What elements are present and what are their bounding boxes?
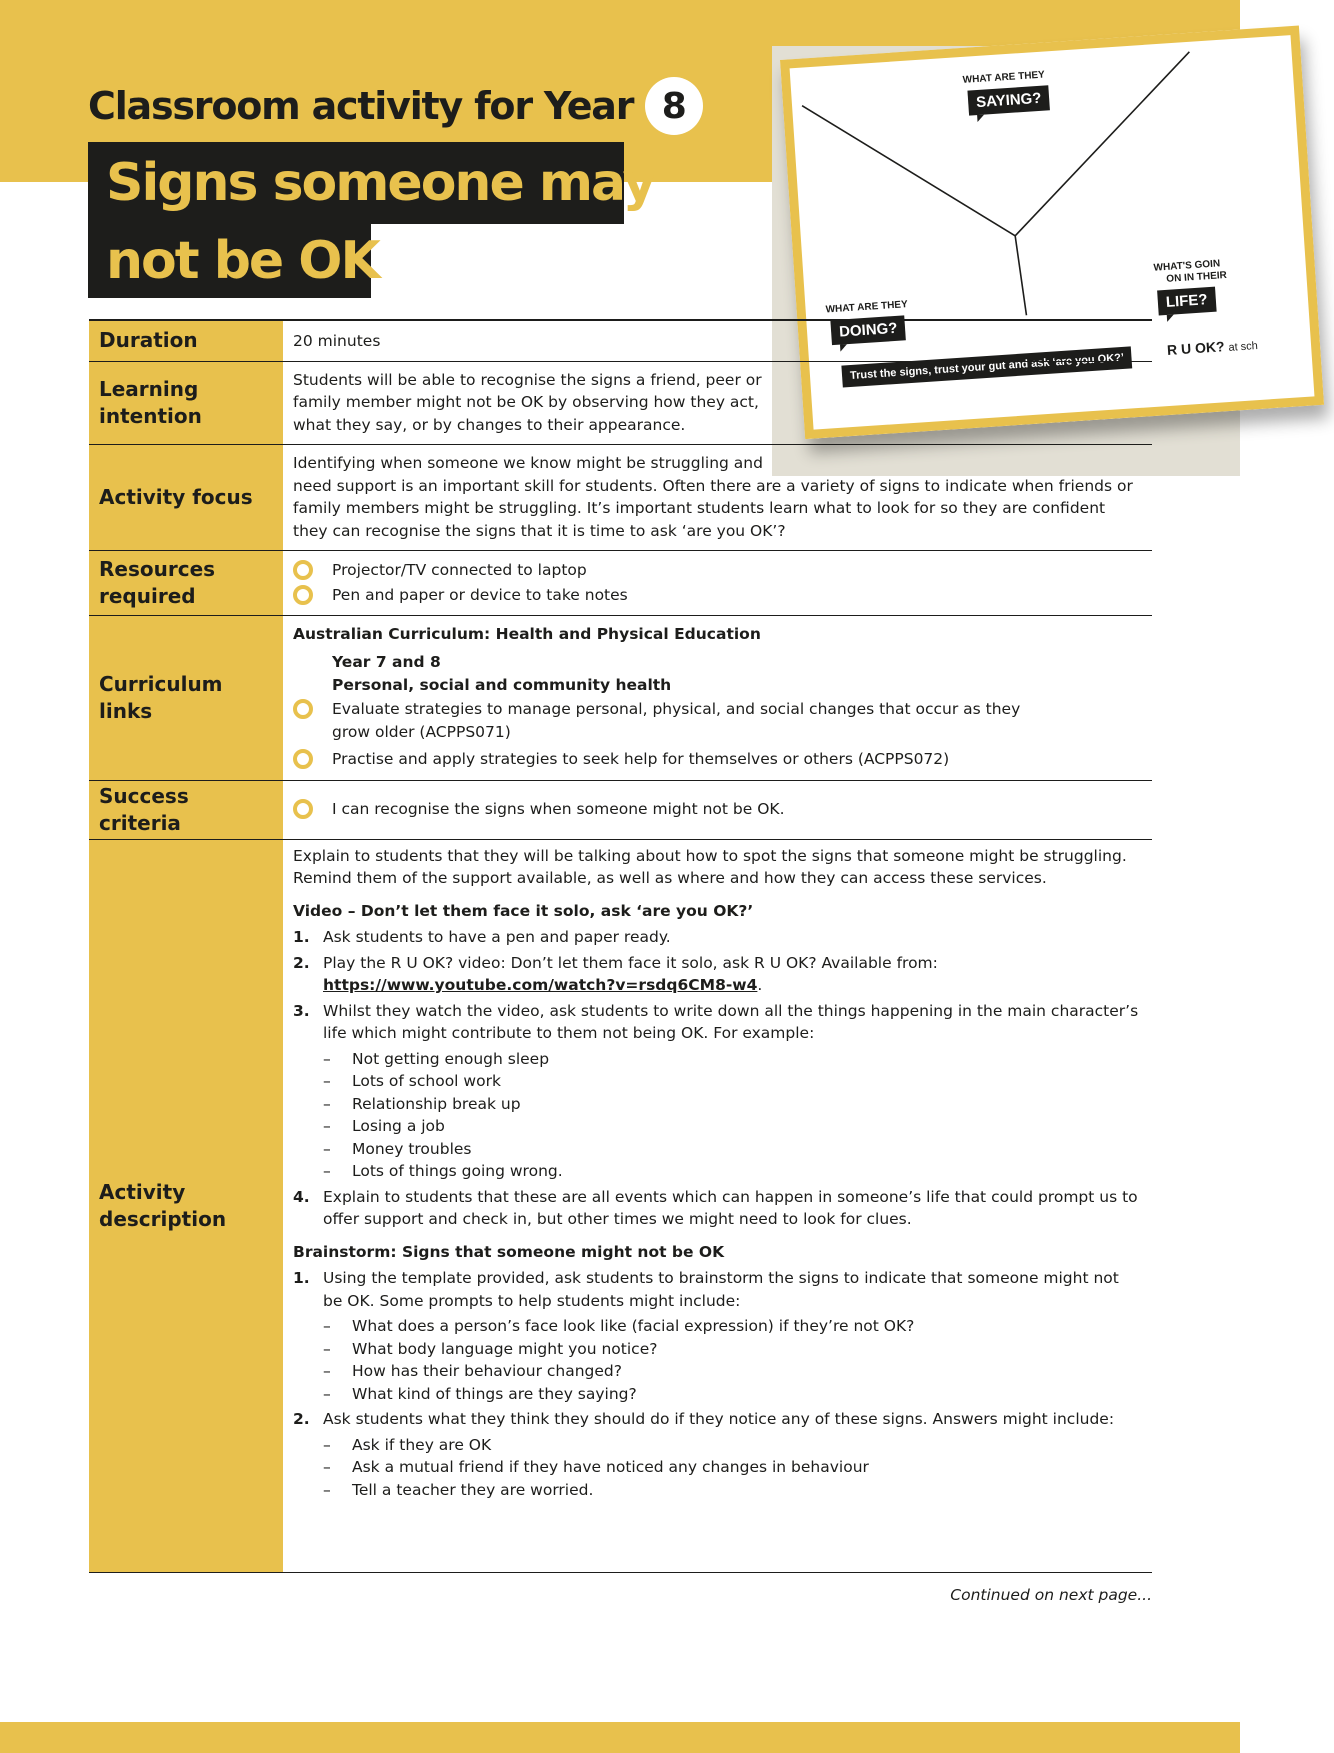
resources-label-1: Resources: [99, 556, 216, 581]
example-item: [293, 1070, 1142, 1093]
resources-label: [89, 550, 283, 615]
success-criteria-label: [89, 780, 283, 839]
prompt-item: [293, 1360, 1142, 1383]
ring-bullet-icon: [293, 749, 313, 769]
example-item: [293, 1093, 1142, 1116]
dash-mark: –: [323, 1117, 331, 1135]
prompt-item: [293, 1315, 1142, 1338]
step-text: Using the template provided, ask students to brainstorm the signs to indicate that someone might not be OK. Some prompts to help students might include:: [323, 1269, 1119, 1310]
row-learning-intention: [89, 361, 1152, 444]
video-step: [293, 926, 1142, 949]
video-link[interactable]: https://www.youtube.com/watch?v=rsdq6CM8-w4: [323, 976, 758, 994]
video-step: [293, 1000, 1142, 1045]
brainstorm-step: [293, 1408, 1142, 1431]
dash-mark: –: [323, 1072, 331, 1090]
kicker-text: Classroom activity for Year: [88, 84, 634, 128]
dash-mark: –: [323, 1458, 331, 1476]
learning-intention-label-1: Learning: [99, 376, 199, 401]
activity-focus-label: Activity focus: [89, 444, 283, 550]
dash-mark: –: [323, 1480, 331, 1499]
example-item-text: Losing a job: [352, 1117, 445, 1135]
success-item: [293, 798, 1142, 821]
activity-intro: Explain to students that they will be talking about how to spot the signs that someone might be struggling. Remind them of the support available, as well as where and how they can access these services.: [293, 846, 1127, 887]
thumbnail-banner: Trust the signs, trust your gut and ask ‘are you OK?’: [841, 346, 1132, 387]
answer-item-text: Ask if they are OK: [352, 1435, 492, 1454]
curriculum-item: [293, 748, 1142, 771]
example-item-text: Money troubles: [352, 1139, 472, 1158]
dash-mark: –: [323, 1049, 331, 1068]
saying-label: WHAT ARE THEY: [962, 69, 1046, 86]
example-item-text: Relationship break up: [352, 1094, 521, 1113]
resource-item: [293, 559, 1142, 582]
example-item-text: Not getting enough sleep: [352, 1049, 550, 1068]
activity-focus-value: [283, 444, 1152, 550]
row-activity-focus: [89, 444, 1152, 550]
prompt-item-text: How has their behaviour changed?: [352, 1362, 623, 1380]
dash-mark: –: [323, 1317, 331, 1335]
step-number: 3.: [293, 1001, 310, 1020]
answer-item: [293, 1434, 1142, 1457]
curriculum-value: [283, 615, 1152, 780]
row-curriculum: [89, 615, 1152, 780]
dash-mark: –: [323, 1162, 331, 1180]
success-criteria-label-1: Success: [99, 783, 189, 808]
activity-description-value: [283, 839, 1152, 1572]
dash-mark: –: [323, 1384, 331, 1403]
resources-label-2: required: [99, 583, 196, 608]
step-number: 4.: [293, 1187, 310, 1206]
dash-mark: –: [323, 1139, 331, 1158]
ring-bullet-icon: [293, 799, 313, 819]
example-item-text: Lots of things going wrong.: [352, 1162, 563, 1180]
video-step: [293, 952, 1142, 997]
activity-description-label: [89, 839, 283, 1572]
life-label-2: ON IN THEIR: [1166, 269, 1228, 285]
continued-note: Continued on next page...: [950, 1586, 1152, 1604]
answer-item-text: Tell a teacher they are worried.: [352, 1480, 594, 1499]
step-number: 1.: [293, 1269, 310, 1287]
row-duration: [89, 320, 1152, 361]
activity-description-label-1: Activity: [99, 1179, 186, 1204]
step-text: Play the R U OK? video: Don’t let them face it solo, ask R U OK? Available from:: [323, 953, 938, 972]
activity-focus-line-2: need support is an important skill for students. Often there are a variety of signs to indicate when friends or family members might be struggling. It’s important students learn what to look for so they are confident they can recognise the signs that it is time to ask ‘are you OK’?: [293, 476, 1133, 540]
resource-item-text: Pen and paper or device to take notes: [332, 585, 628, 604]
step-text: Ask students what they think they should do if they notice any of these signs. Answers might include:: [323, 1410, 1115, 1428]
example-item-text: Lots of school work: [352, 1072, 501, 1090]
year-badge: 8: [645, 77, 703, 135]
curriculum-item: [293, 698, 1142, 743]
curriculum-label: [89, 615, 283, 780]
dash-mark: –: [323, 1339, 331, 1358]
saying-bubble: SAYING?: [967, 85, 1050, 115]
resource-item: [293, 584, 1142, 607]
step-text: Ask students to have a pen and paper ready.: [323, 928, 671, 946]
step-text: Explain to students that these are all events which can happen in someone’s life that could prompt us to offer support and check in, but other times we might need to look for clues.: [323, 1187, 1138, 1228]
curriculum-strand: Personal, social and community health: [332, 675, 672, 694]
learning-intention-label-2: intention: [99, 403, 202, 428]
prompt-item-text: What does a person’s face look like (facial expression) if they’re not OK?: [352, 1317, 915, 1335]
dash-mark: –: [323, 1435, 331, 1454]
resource-item-text: Projector/TV connected to laptop: [332, 561, 587, 579]
activity-focus-line-1: Identifying when someone we know might be struggling and: [293, 454, 763, 472]
example-item: [293, 1115, 1142, 1138]
ruok-logo-suffix: at sch: [1228, 339, 1259, 354]
step-number: 2.: [293, 1410, 310, 1428]
row-success-criteria: [89, 780, 1152, 839]
prompt-item: [293, 1383, 1142, 1406]
curriculum-label-1: Curriculum: [99, 671, 223, 696]
ring-bullet-icon: [293, 699, 313, 719]
dash-mark: –: [323, 1094, 331, 1113]
duration-value: 20 minutes: [293, 331, 381, 350]
curriculum-item-text: Evaluate strategies to manage personal, physical, and social changes that occur as they grow older (ACPPS071): [332, 700, 1021, 741]
row-resources: [89, 550, 1152, 615]
curriculum-label-2: links: [99, 698, 153, 723]
example-item: [293, 1160, 1142, 1183]
curriculum-heading: Australian Curriculum: Health and Physical Education: [293, 624, 761, 643]
prompt-item-text: What body language might you notice?: [352, 1339, 658, 1358]
answer-item-text: Ask a mutual friend if they have noticed any changes in behaviour: [352, 1458, 869, 1476]
success-criteria-label-2: criteria: [99, 810, 181, 835]
life-label-1: WHAT'S GOIN: [1153, 258, 1221, 274]
prompt-item-text: What kind of things are they saying?: [352, 1384, 637, 1403]
ring-bullet-icon: [293, 585, 313, 605]
activity-description-label-2: description: [99, 1206, 227, 1231]
resources-value: [283, 550, 1152, 615]
video-heading: Video – Don’t let them face it solo, ask ‘are you OK?’: [293, 901, 754, 920]
dash-mark: –: [323, 1362, 331, 1380]
step-number: 2.: [293, 953, 310, 972]
learning-intention-text: Students will be able to recognise the signs a friend, peer or family member might not be OK by observing how they act, what they say, or by changes to their appearance.: [293, 370, 762, 434]
learning-intention-label: [89, 361, 283, 444]
curriculum-item-text: Practise and apply strategies to seek help for themselves or others (ACPPS072): [332, 750, 950, 768]
video-step: [293, 1186, 1142, 1231]
footer-band: [0, 1722, 1240, 1753]
learning-intention-value: [283, 361, 1152, 444]
duration-label: Duration: [89, 320, 283, 361]
doing-label: WHAT ARE THEY: [825, 299, 909, 316]
ring-bullet-icon: [293, 560, 313, 580]
success-criteria-value: [283, 780, 1152, 839]
step-text: Whilst they watch the video, ask students to write down all the things happening in the main character’s life which might contribute to them not being OK. For example:: [323, 1001, 1139, 1042]
brainstorm-step: [293, 1267, 1142, 1312]
success-item-text: I can recognise the signs when someone might not be OK.: [332, 800, 785, 819]
ruok-logo-text: R U OK?: [1166, 338, 1226, 358]
brainstorm-heading: Brainstorm: Signs that someone might not be OK: [293, 1242, 725, 1261]
row-activity-description: [89, 839, 1152, 1572]
step-number: 1.: [293, 928, 310, 946]
example-item: [293, 1048, 1142, 1071]
page-title-line-2: not be OK: [88, 224, 371, 298]
answer-item: [293, 1456, 1142, 1479]
page-kicker: [88, 76, 703, 136]
page-title-line-1: Signs someone may: [88, 142, 624, 224]
activity-info-table: [89, 319, 1152, 1573]
life-bubble: LIFE?: [1157, 287, 1216, 316]
doing-bubble: DOING?: [830, 315, 906, 345]
example-item: [293, 1138, 1142, 1161]
prompt-item: [293, 1338, 1142, 1361]
curriculum-year: Year 7 and 8: [332, 653, 441, 671]
video-link-end: .: [757, 976, 763, 994]
answer-item: [293, 1479, 1142, 1502]
